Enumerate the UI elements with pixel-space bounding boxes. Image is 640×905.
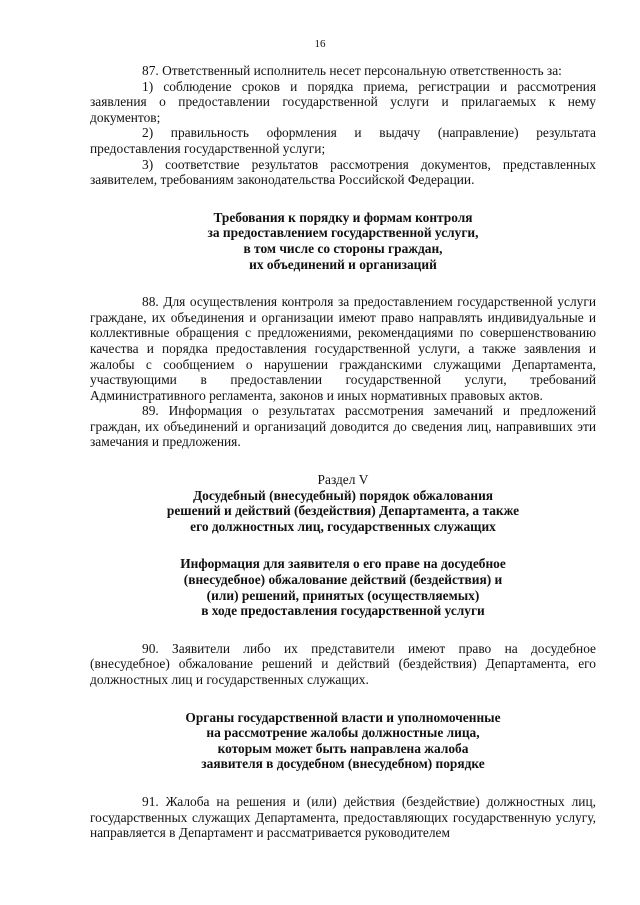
heading-appeal-info bbox=[90, 556, 596, 618]
paragraph-89: 89. Информация о результатах рассмотрения замечаний и предложений граждан, их объединений и организаций доводится до сведения лиц, направивших эти замечания и предложения. bbox=[90, 403, 596, 450]
heading-line: на рассмотрение жалобы должностные лица, bbox=[206, 725, 480, 741]
heading-line: решений и действий (бездействия) Департамента, а также bbox=[166, 503, 520, 519]
heading-line: (или) решений, принятых (осуществляемых) bbox=[206, 587, 480, 603]
heading-line: в ходе предоставления государственной услуги bbox=[201, 603, 485, 619]
heading-line: его должностных лиц, государственных служащих bbox=[190, 518, 496, 534]
heading-control-requirements bbox=[90, 210, 596, 272]
paragraph-87-item-3: 3) соответствие результатов рассмотрения документов, представленных заявителем, требованиям законодательства Российской Федерации. bbox=[90, 156, 596, 188]
heading-line: Информация для заявителя о его праве на досудебное bbox=[180, 556, 506, 572]
heading-line: Требования к порядку и формам контроля bbox=[213, 209, 473, 225]
heading-line: Досудебный (внесудебный) порядок обжалования bbox=[192, 487, 494, 503]
page-number: 16 bbox=[314, 38, 326, 50]
section-label: Раздел V bbox=[317, 472, 369, 488]
paragraph-87-item-2: 2) правильность оформления и выдачу (направление) результата предоставления государственной услуги; bbox=[90, 125, 596, 156]
heading-line: их объединений и организаций bbox=[249, 256, 437, 272]
heading-line: Органы государственной власти и уполномоченные bbox=[185, 709, 501, 725]
heading-line: за предоставлением государственной услуги, bbox=[207, 225, 479, 241]
paragraph-88: 88. Для осуществления контроля за предоставлением государственной услуги граждане, их объединения и организации имеют право направлять индивидуальные и коллективные обращения с предложениями, рекомендациями по совершенствованию качества и порядка предоставления государственной услуги, а также заявления и жалобы с сообщением о нарушении гражданскими служащими Департамента, участвующими в предоставлении государственной услуги, требований Административного регламента, законов и иных нормативных правовых актов. bbox=[90, 294, 596, 403]
heading-line: заявителя в досудебном (внесудебном) порядке bbox=[201, 756, 485, 772]
heading-authorities bbox=[90, 710, 596, 772]
paragraph-91: 91. Жалоба на решения и (или) действия (бездействие) должностных лиц, государственных служащих Департамента, предоставляющих государственную услугу, направляется в Департамент и рассматривается руководителем bbox=[90, 793, 596, 841]
paragraph-90: 90. Заявители либо их представители имеют право на досудебное (внесудебное) обжалование решений и действий (бездействия) Департамента, его должностных лиц и государственных служащих. bbox=[90, 640, 596, 687]
heading-line: (внесудебное) обжалование действий (бездействия) и bbox=[183, 572, 503, 588]
page-content bbox=[90, 63, 596, 841]
heading-section-v bbox=[90, 488, 596, 535]
paragraph-87-intro: 87. Ответственный исполнитель несет персональную ответственность за: bbox=[142, 63, 562, 78]
paragraph-87-item-1: 1) соблюдение сроков и порядка приема, регистрации и рассмотрения заявления о предоставлении государственной услуги и прилагаемых к нему документов; bbox=[90, 78, 596, 125]
heading-line: в том числе со стороны граждан, bbox=[243, 240, 443, 256]
heading-line: которым может быть направлена жалоба bbox=[217, 740, 469, 756]
